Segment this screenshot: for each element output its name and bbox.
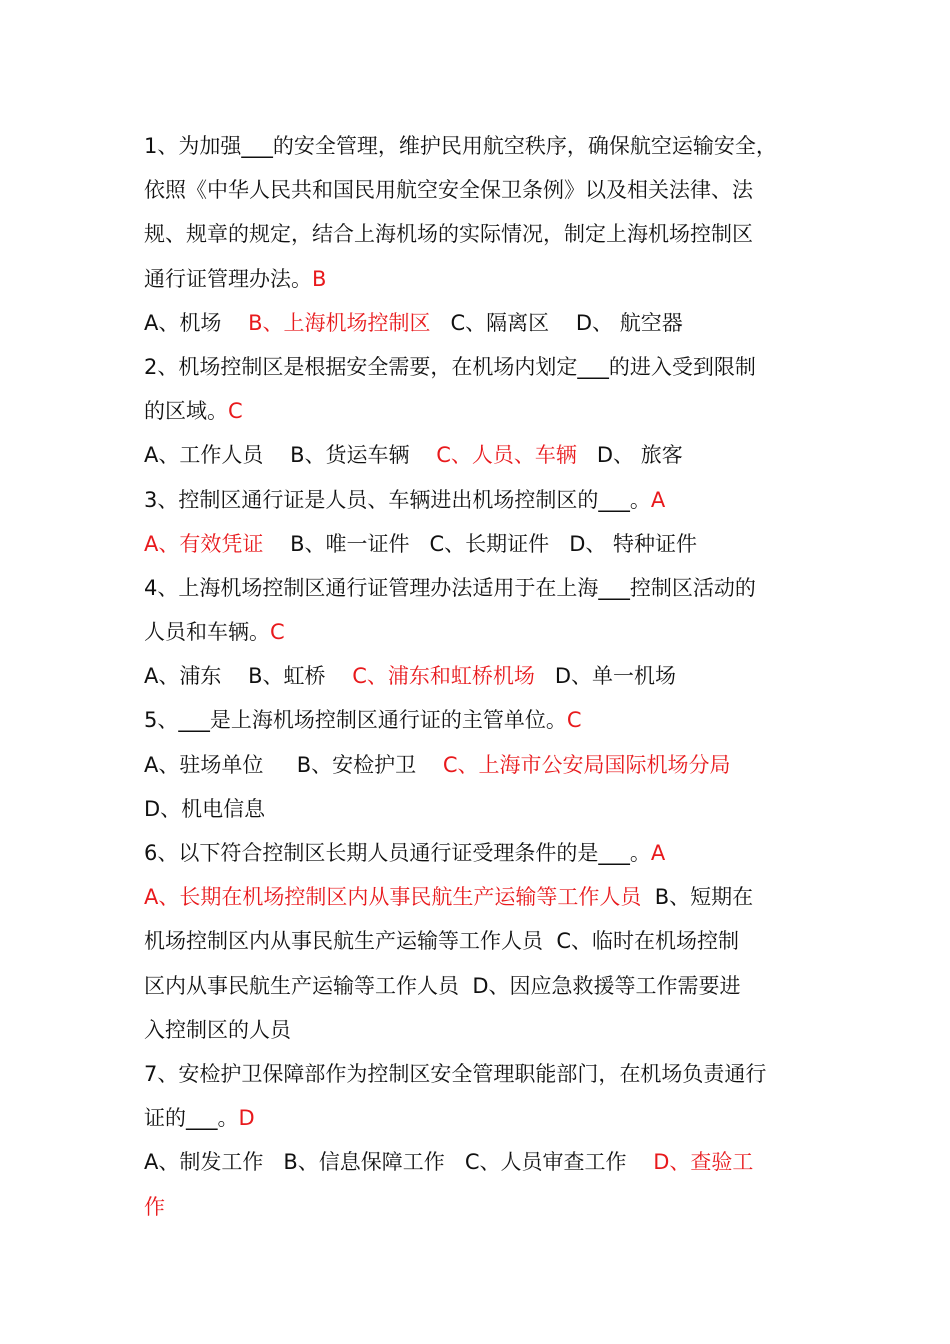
options-line xyxy=(144,301,824,345)
question-text: 5、___是上海机场控制区通行证的主管单位。 xyxy=(144,708,567,733)
question-document xyxy=(144,124,824,1229)
question-text: 人员和车辆。 xyxy=(144,620,270,645)
correct-option: A、有效凭证 xyxy=(144,531,264,556)
option-text: A、制发工作 B、信息保障工作 C、人员审查工作 xyxy=(144,1150,654,1175)
answer-key: A xyxy=(650,487,666,512)
question-text-line xyxy=(144,698,824,742)
question-block xyxy=(144,566,824,699)
answer-key: A xyxy=(650,841,666,865)
question-text-line xyxy=(144,1052,824,1096)
answer-key: D xyxy=(238,1106,255,1131)
option-text: A、工作人员 B、货运车辆 xyxy=(144,443,437,468)
options-line xyxy=(144,875,824,919)
option-text: 入控制区的人员 xyxy=(144,1017,291,1042)
answer-key: B xyxy=(312,266,327,291)
answer-key: C xyxy=(566,708,582,733)
options-line xyxy=(144,1185,824,1229)
answer-key: C xyxy=(270,620,285,645)
options-line xyxy=(144,743,824,787)
question-text-line xyxy=(144,345,824,389)
question-text: 的区域。 xyxy=(144,399,228,424)
question-block xyxy=(144,1052,824,1229)
correct-option: 作 xyxy=(144,1194,165,1219)
question-text: 通行证管理办法。 xyxy=(144,266,312,291)
options-line xyxy=(144,787,824,831)
question-text: 6、以下符合控制区长期人员通行证受理条件的是___。 xyxy=(144,841,651,865)
correct-option: C、浦东和虹桥机场 xyxy=(352,664,535,689)
question-text-line xyxy=(144,478,824,522)
option-text: 区内从事民航生产运输等工作人员 D、因应急救援等工作需要进 xyxy=(144,973,741,998)
question-text: 2、机场控制区是根据安全需要，在机场内划定___的进入受到限制 xyxy=(144,354,756,379)
question-text-line xyxy=(144,1096,824,1140)
option-text: 机场控制区内从事民航生产运输等工作人员 C、临时在机场控制 xyxy=(144,929,740,954)
question-text-line xyxy=(144,212,824,256)
option-text: D、 旅客 xyxy=(576,443,683,468)
question-block xyxy=(144,478,824,566)
question-text-line xyxy=(144,389,824,433)
options-line xyxy=(144,522,824,566)
options-line xyxy=(144,654,824,698)
options-line xyxy=(144,1008,824,1052)
options-line xyxy=(144,919,824,963)
question-text: 规、规章的规定，结合上海机场的实际情况，制定上海机场控制区 xyxy=(144,222,753,247)
option-text: A、机场 xyxy=(144,310,249,335)
question-block xyxy=(144,831,824,1052)
correct-option: A、长期在机场控制区内从事民航生产运输等工作人员 xyxy=(144,885,642,910)
question-text: 4、上海机场控制区通行证管理办法适用于在上海___控制区活动的 xyxy=(144,575,756,600)
option-text: B、短期在 xyxy=(641,885,754,910)
option-text: A、浦东 B、虹桥 xyxy=(144,664,353,689)
question-text-line xyxy=(144,610,824,654)
question-block xyxy=(144,698,824,831)
question-text-line xyxy=(144,124,824,168)
option-text: A、驻场单位 B、安检护卫 xyxy=(144,752,443,777)
question-text: 7、安检护卫保障部作为控制区安全管理职能部门，在机场负责通行 xyxy=(144,1061,767,1086)
option-text: B、唯一证件 C、长期证件 D、 特种证件 xyxy=(263,531,698,556)
question-text-line xyxy=(144,168,824,212)
correct-option: D、查验工 xyxy=(653,1150,754,1175)
question-text: 1、为加强___的安全管理，维护民用航空秩序，确保航空运输安全， xyxy=(144,134,777,158)
question-text-line xyxy=(144,566,824,610)
options-line xyxy=(144,964,824,1008)
question-text: 依照《中华人民共和国民用航空安全保卫条例》以及相关法律、法 xyxy=(144,178,753,203)
correct-option: C、上海市公安局国际机场分局 xyxy=(442,752,731,777)
question-text-line xyxy=(144,257,824,301)
question-text: 3、控制区通行证是人员、车辆进出机场控制区的___。 xyxy=(144,487,651,512)
options-line xyxy=(144,1140,824,1184)
correct-option: B、上海机场控制区 xyxy=(248,310,431,335)
question-text-line xyxy=(144,831,824,875)
answer-key: C xyxy=(228,399,243,424)
correct-option: C、人员、车辆 xyxy=(436,443,577,468)
question-text: 证的___。 xyxy=(144,1106,239,1131)
options-line xyxy=(144,433,824,477)
option-text: D、单一机场 xyxy=(534,664,677,689)
question-block xyxy=(144,345,824,478)
option-text: D、机电信息 xyxy=(144,796,266,821)
option-text: C、隔离区 D、 航空器 xyxy=(430,310,683,335)
question-block xyxy=(144,124,824,345)
